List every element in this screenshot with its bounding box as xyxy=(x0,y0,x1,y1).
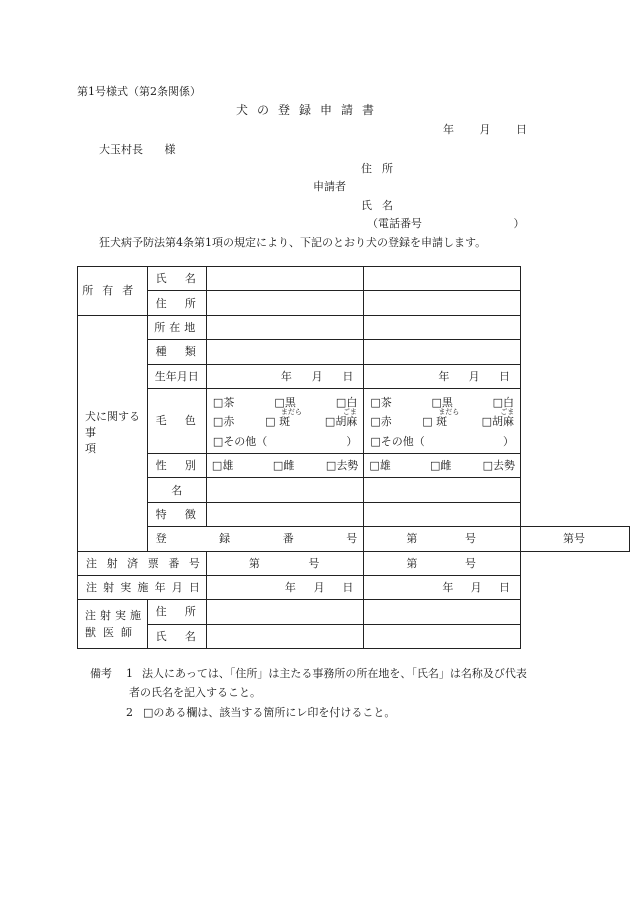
location-label: 所在地 xyxy=(147,315,206,339)
date-year: 年 xyxy=(443,123,454,136)
note-2-number: 2 xyxy=(126,706,133,719)
injection-date-cell-2[interactable]: 年 月 日 xyxy=(364,575,521,599)
ruby-madara: まだら xyxy=(280,407,302,416)
dog-name-label: 名 xyxy=(147,478,206,502)
birthdate-row xyxy=(78,364,630,388)
note-1-line-2: 者の氏名を記入すること。 xyxy=(129,686,261,699)
phone-label: （電話番号 xyxy=(367,217,422,230)
sex-row xyxy=(78,453,630,477)
checkbox-other-2[interactable]: □その他（ xyxy=(370,434,425,448)
coat-options-2: □茶 □黒 □白 まだら ごま □赤 □ 斑 □胡麻 □その他（ ） xyxy=(364,388,521,453)
injection-date-row xyxy=(78,575,630,599)
addressee xyxy=(99,144,176,155)
certificate-number-cell-2[interactable]: 第 号 xyxy=(364,551,521,575)
coat-label: 毛 色 xyxy=(147,388,206,453)
dog-name-cell-2[interactable] xyxy=(364,478,521,502)
checkbox-female-2[interactable]: □雌 xyxy=(429,459,452,473)
owner-name-label: 氏 名 xyxy=(147,267,206,291)
registration-number-cell-1[interactable]: 第 号 xyxy=(364,527,521,551)
breed-row xyxy=(78,340,630,364)
applicant-label: 申請者 xyxy=(313,180,346,193)
checkbox-white[interactable]: □白 xyxy=(335,395,358,409)
vet-address-cell-1[interactable] xyxy=(206,600,363,624)
injection-date-label: 注 射 実 施 年 月 日 xyxy=(78,575,207,599)
vet-name-cell-1[interactable] xyxy=(206,624,363,648)
note-1-line-1: 法人にあっては、「住所」は主たる事務所の所在地を、「氏名」は名称及び代表 xyxy=(142,667,527,680)
owner-address-cell-2[interactable] xyxy=(364,291,521,315)
owner-name-row xyxy=(78,267,630,291)
checkbox-female[interactable]: □雌 xyxy=(272,459,295,473)
dog-name-cell-1[interactable] xyxy=(206,478,363,502)
registration-table xyxy=(77,266,630,649)
date-line xyxy=(443,124,527,135)
vet-name-row xyxy=(78,624,630,648)
page-title: 犬の登録申請書 xyxy=(236,103,384,117)
checkbox-brown-2[interactable]: □茶 xyxy=(370,395,392,409)
ruby-goma: ごま xyxy=(342,407,357,416)
checkbox-sesame[interactable]: □胡麻 xyxy=(324,414,358,428)
applicant-address-label: 住所 xyxy=(361,162,403,175)
features-cell-1[interactable] xyxy=(206,502,363,526)
note-2-text: □のある欄は、該当する箇所にレ印を付けること。 xyxy=(143,706,396,719)
owner-name-cell-1[interactable] xyxy=(206,267,363,291)
dog-name-row xyxy=(78,478,630,502)
ruby-madara-2: まだら xyxy=(438,407,460,416)
certificate-number-cell-1[interactable]: 第 号 xyxy=(206,551,363,575)
checkbox-black-2[interactable]: □黒 xyxy=(431,395,453,409)
certificate-number-label: 注 射 済 票 番 号 xyxy=(78,551,207,575)
owner-address-label: 住 所 xyxy=(147,291,206,315)
intro-text: 狂犬病予防法第4条第1項の規定により、下記のとおり犬の登録を申請します。 xyxy=(99,236,487,249)
owner-address-cell-1[interactable] xyxy=(206,291,363,315)
breed-label: 種 類 xyxy=(147,340,206,364)
features-label: 特 徴 xyxy=(147,502,206,526)
vet-address-label: 住 所 xyxy=(147,600,206,624)
sex-options-1 xyxy=(206,453,363,477)
sex-label: 性 別 xyxy=(147,453,206,477)
features-row xyxy=(78,502,630,526)
vet-name-label: 氏 名 xyxy=(147,624,206,648)
location-cell-2[interactable] xyxy=(364,315,521,339)
checkbox-red-2[interactable]: □赤 xyxy=(370,414,392,428)
checkbox-spotted-2[interactable]: □ 斑 xyxy=(422,414,448,428)
registration-number-cell-2[interactable]: 第 号 xyxy=(521,527,630,551)
location-row xyxy=(78,315,630,339)
addressee-name: 大玉村長 xyxy=(99,143,143,156)
date-day: 日 xyxy=(516,123,527,136)
phone-line xyxy=(367,218,525,229)
coat-options-1: □茶 □黒 □白 まだら ごま □赤 □ 斑 □胡麻 □その他（ ） xyxy=(206,388,363,453)
coat-row xyxy=(78,388,630,453)
vet-name-cell-2[interactable] xyxy=(364,624,521,648)
addressee-honorific: 様 xyxy=(164,143,176,156)
dog-group-label: 犬に関する 事項 xyxy=(78,315,148,551)
breed-cell-2[interactable] xyxy=(364,340,521,364)
phone-close: ） xyxy=(513,217,525,230)
owner-address-row xyxy=(78,291,630,315)
certificate-number-row xyxy=(78,551,630,575)
checkbox-black[interactable]: □黒 xyxy=(274,395,296,409)
checkbox-neutered[interactable]: □去勢 xyxy=(325,459,359,473)
checkbox-male[interactable]: □雄 xyxy=(211,459,234,473)
date-month: 月 xyxy=(479,123,491,136)
birthdate-label: 生年月日 xyxy=(147,364,206,388)
notes-label: 備考 xyxy=(90,667,112,680)
vet-group-label: 注射実施 獣医師 xyxy=(78,600,148,649)
checkbox-sesame-2[interactable]: □胡麻 xyxy=(481,414,514,428)
ruby-goma-2: ごま xyxy=(500,407,515,416)
breed-cell-1[interactable] xyxy=(206,340,363,364)
registration-number-label: 登 録 番 号 xyxy=(147,527,364,551)
applicant-name-label: 氏名 xyxy=(361,199,403,212)
location-cell-1[interactable] xyxy=(206,315,363,339)
birthdate-cell-2[interactable]: 年 月 日 xyxy=(364,364,521,388)
checkbox-red[interactable]: □赤 xyxy=(212,414,235,428)
vet-address-row xyxy=(78,600,630,624)
note-1-number: 1 xyxy=(126,667,133,680)
checkbox-male-2[interactable]: □雄 xyxy=(369,459,391,473)
owner-group-label: 所有者 xyxy=(78,267,148,316)
registration-number-row xyxy=(78,527,630,551)
owner-name-cell-2[interactable] xyxy=(364,267,521,291)
checkbox-brown[interactable]: □茶 xyxy=(212,395,235,409)
birthdate-cell-1[interactable]: 年 月 日 xyxy=(206,364,363,388)
checkbox-spotted[interactable]: □ 斑 xyxy=(265,414,291,428)
vet-address-cell-2[interactable] xyxy=(364,600,521,624)
injection-date-cell-1[interactable]: 年 月 日 xyxy=(206,575,363,599)
sex-options-2 xyxy=(364,453,521,477)
form-number: 第1号様式（第2条関係） xyxy=(77,85,201,98)
checkbox-neutered-2[interactable]: □去勢 xyxy=(482,459,515,473)
features-cell-2[interactable] xyxy=(364,502,521,526)
checkbox-white-2[interactable]: □白 xyxy=(492,395,514,409)
checkbox-other[interactable]: □その他（ xyxy=(212,434,268,448)
